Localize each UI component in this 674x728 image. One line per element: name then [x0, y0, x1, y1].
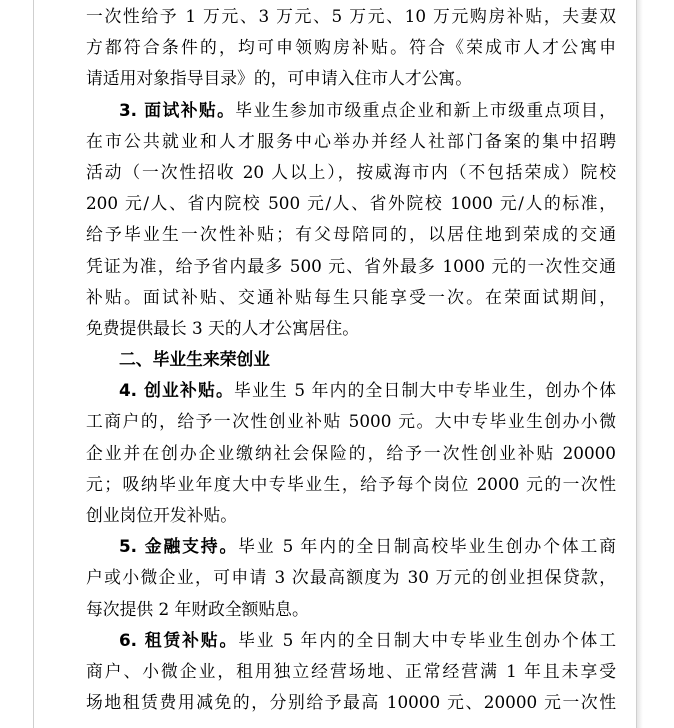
text-line: 一次性给予 1 万元、3 万元、5 万元、10 万元购房补贴，夫妻双 — [86, 6, 616, 26]
text-line: 凭证为准，给予省内最多 500 元、省外最多 1000 元的一次性交通 — [86, 255, 616, 276]
text-line: 场地租赁费用减免的，分别给予最高 10000 元、20000 元一次性 — [86, 692, 616, 713]
paragraph-interview-subsidy — [86, 95, 616, 126]
text-line: 给予毕业生一次性补贴；有父母陪同的，以居住地到荣成的交通 — [86, 224, 616, 245]
text-span: 毕业生参加市级重点企业和新上市级重点项目， — [235, 99, 616, 120]
text-line: 每次提供 2 年财政全额贴息。 — [86, 598, 309, 619]
text-line: 方都符合条件的，均可申领购房补贴。符合《荣成市人才公寓申 — [86, 37, 616, 58]
document-page — [34, 0, 636, 728]
text-span: 毕业生 5 年内的全日制大中专毕业生，创办个体 — [233, 380, 616, 401]
item-title-financial-support: 5. 金融支持。 — [119, 536, 239, 557]
text-line: 商户、小微企业，租用独立经营场地、正常经营满 1 年且未享受 — [86, 660, 616, 681]
text-line: 活动（一次性招收 20 人以上），按威海市内（不包括荣成）院校 — [86, 161, 616, 182]
item-title-rent-subsidy: 6. 租赁补贴。 — [119, 629, 239, 650]
text-line: 户或小微企业，可申请 3 次最高额度为 30 万元的创业担保贷款， — [86, 567, 616, 588]
text-line: 请适用对象指导目录》的，可申请入住市人才公寓。 — [86, 68, 472, 89]
item-title-startup-subsidy: 4. 创业补贴。 — [119, 380, 234, 401]
text-line: 企业并在创办企业缴纳社会保险的，给予一次性创业补贴 20000 — [86, 442, 616, 463]
text-line: 免费提供最长 3 天的人才公寓居住。 — [86, 317, 360, 338]
item-title-interview-subsidy: 3. 面试补贴。 — [119, 99, 236, 120]
paragraph-rent-subsidy — [86, 625, 616, 656]
section-heading: 二、毕业生来荣创业 — [119, 349, 271, 370]
text-line: 在市公共就业和人才服务中心举办并经人社部门备案的集中招聘 — [86, 130, 616, 151]
text-span: 毕业 5 年内的全日制高校毕业生创办个体工商 — [238, 536, 616, 557]
text-line: 200 元/人、省内院校 500 元/人、省外院校 1000 元/人的标准， — [86, 193, 616, 214]
page-shadow — [637, 0, 643, 728]
text-span: 毕业 5 年内的全日制大中专毕业生创办个体工 — [238, 629, 616, 650]
text-line: 工商户的，给予一次性创业补贴 5000 元。大中专毕业生创办小微 — [86, 411, 616, 432]
text-line: 创业岗位开发补贴。 — [86, 505, 238, 525]
text-line: 元；吸纳毕业年度大中专毕业生，给予每个岗位 2000 元的一次性 — [86, 473, 616, 494]
document-text — [86, 0, 616, 718]
paragraph-startup-subsidy — [86, 375, 616, 406]
paragraph-financial-support — [86, 531, 616, 562]
text-line: 补贴。面试补贴、交通补贴每生只能享受一次。在荣面试期间， — [86, 286, 616, 307]
